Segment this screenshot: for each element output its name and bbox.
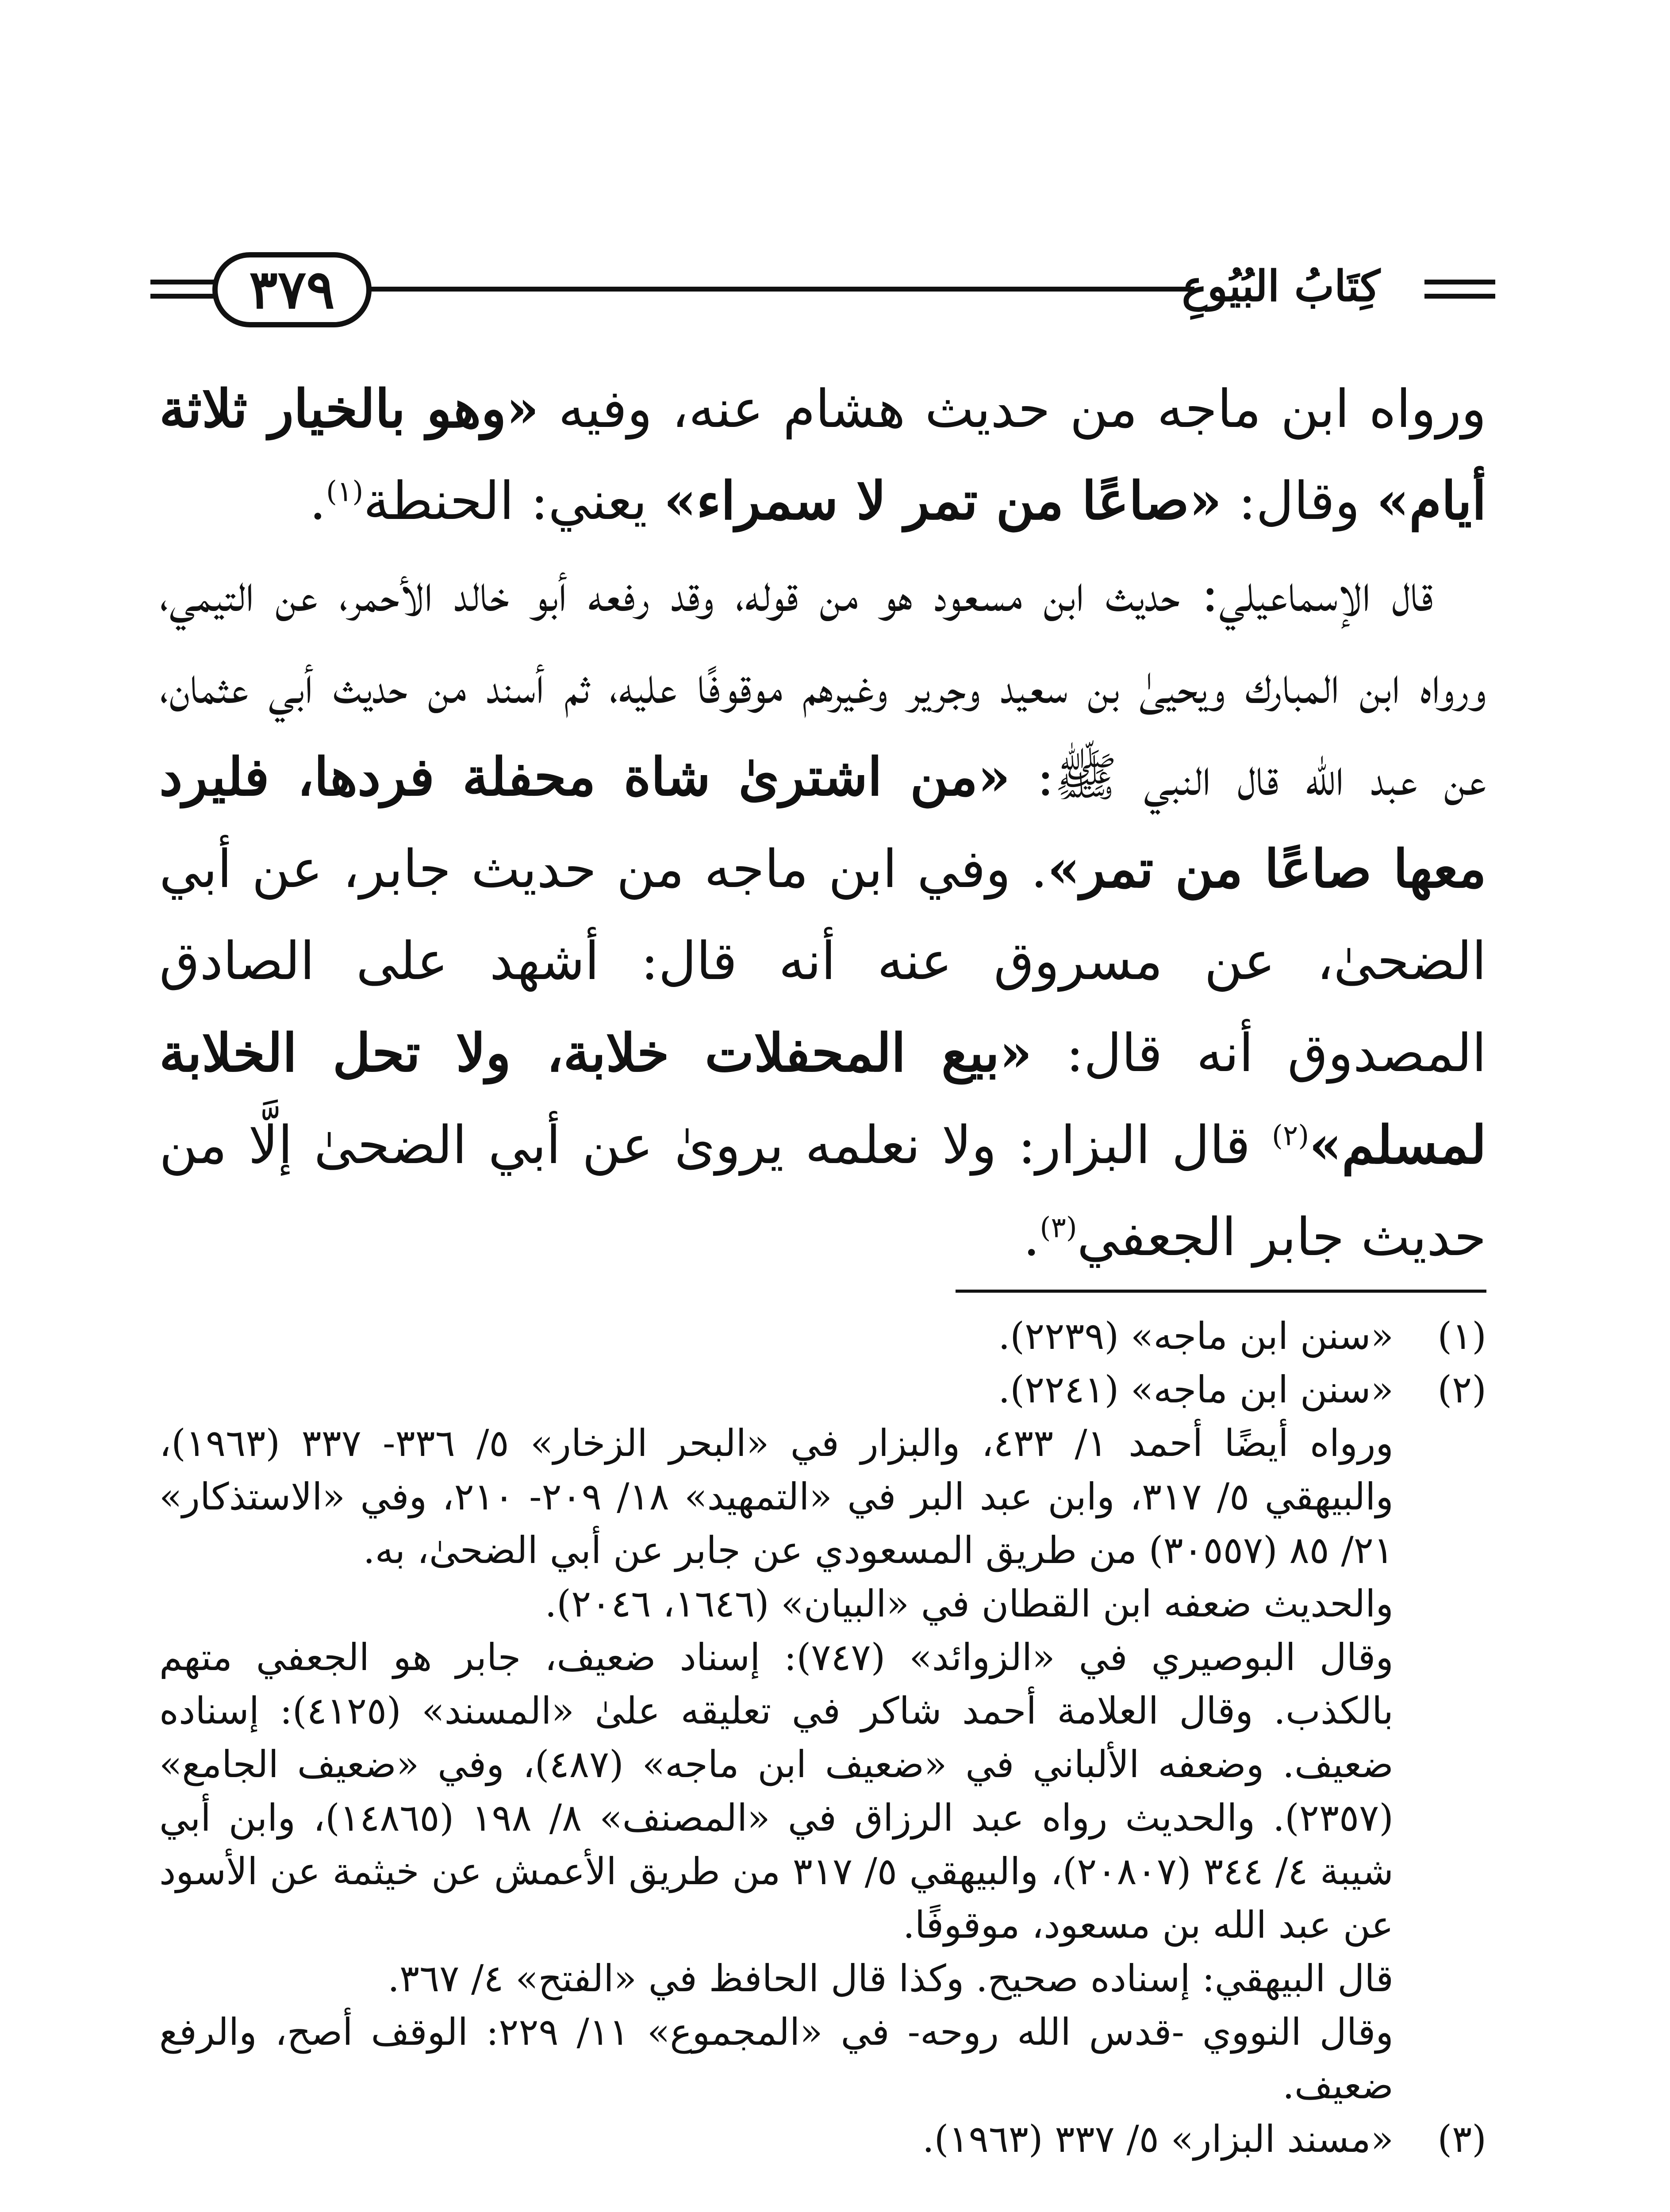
footnote-text: «سنن ابن ماجه» (٢٢٤١). xyxy=(998,1368,1394,1411)
footnote-number: (٢) xyxy=(1437,1368,1486,1411)
header-rule-right-2 xyxy=(1424,294,1495,299)
text-run: قال الإسماعيلي: حديث ابن مسعود هو من قوله، وقد رفعه أبو خالد الأحمر، عن التيمي، ورواه ابن المبارك ويحيىٰ بن سعيد وجرير وغيرهم موقوفًا عليه، ثم أسند من حديث أبي عثمان، عن عبد الله قال النبي ﷺ: xyxy=(159,562,1486,807)
header-rule-middle xyxy=(367,287,1194,292)
page-header xyxy=(150,248,1495,332)
text-run: قال البزار: ولا نعلمه يروىٰ عن أبي الضحىٰ إلَّا من حديث جابر الجعفي xyxy=(159,1114,1486,1267)
footnote-ref-2[interactable]: (٢) xyxy=(1271,1119,1309,1152)
main-text xyxy=(159,363,1486,1283)
text-run: يعني: الحنطة xyxy=(363,470,664,531)
header-rule-right xyxy=(1424,280,1495,284)
footnote-2-continuation: والحديث ضعفه ابن القطان في «البيان» (١٦٤٦، ٢٠٤٦). xyxy=(545,1582,1394,1625)
footnote-2-continuation: وقال البوصيري في «الزوائد» (٧٤٧): إسناد ضعيف، جابر هو الجعفي متهم بالكذب. وقال العلامة أحمد شاكر في تعليقه علىٰ «المسند» (٤١٢٥): إسناده ضعيف. وضعفه الألباني في «ضعيف ابن ماجه» (٤٨٧)، وفي «ضعيف الجامع» (٢٣٥٧). والحديث رواه عبد الرزاق في «المصنف» ٨/ ١٩٨ (١٤٨٦٥)، وابن أبي شيبة ٤/ ٣٤٤ (٢٠٨٠٧)، والبيهقي ٥/ ٣١٧ من طريق الأعمش عن خيثمة عن الأسود عن عبد الله بن مسعود، موقوفًا. xyxy=(159,1636,1394,1947)
page-number-badge xyxy=(212,252,372,327)
footnote-2 xyxy=(159,1363,1486,1417)
text-run: ورواه ابن ماجه من حديث هشام عنه، وفيه xyxy=(539,378,1486,439)
footnote-text: «سنن ابن ماجه» (٢٢٣٩). xyxy=(998,1314,1394,1358)
footnote-number: (٣) xyxy=(1437,2117,1486,2161)
footnote-separator xyxy=(956,1290,1486,1293)
footnote-2-continuation: ورواه أيضًا أحمد ١/ ٤٣٣، والبزار في «البحر الزخار» ٥/ ٣٣٦- ٣٣٧ (١٩٦٣)، والبيهقي ٥/ ٣١٧، وابن عبد البر في «التمهيد» ١٨/ ٢٠٩- ٢١٠، وفي «الاستذكار» ٢١/ ٨٥ (٣٠٥٥٧) من طريق المسعودي عن جابر عن أبي الضحىٰ، به. xyxy=(159,1421,1394,1572)
footnote-number: (١) xyxy=(1437,1314,1486,1358)
footnote-text: «مسند البزار» ٥/ ٣٣٧ (١٩٦٣). xyxy=(922,2117,1394,2161)
footnotes xyxy=(159,1310,1486,2166)
header-rule-left-2 xyxy=(150,294,221,299)
running-title: كِتَابُ البُيُوعِ xyxy=(1182,261,1380,311)
text-run: . xyxy=(1023,1206,1040,1267)
header-rule-left xyxy=(150,280,221,284)
hadith-quote: «وهو بالخيار ثلاثة أيام» xyxy=(159,378,1486,531)
footnote-3 xyxy=(159,2112,1486,2166)
text-run: . وفي ابن ماجه من حديث جابر، عن أبي الضحىٰ، عن مسروق عنه أنه قال: أشهد على الصادق المصدوق أنه قال: xyxy=(159,838,1486,1083)
paragraph-1 xyxy=(159,363,1486,547)
text-run: . xyxy=(309,470,326,531)
hadith-quote: «بيع المحفلات خلابة، ولا تحل الخلابة لمسلم» xyxy=(159,1022,1486,1175)
footnote-2-continuation: قال البيهقي: إسناده صحيح. وكذا قال الحافظ في «الفتح» ٤/ ٣٦٧. xyxy=(388,1957,1394,2000)
footnote-ref-1[interactable]: (١) xyxy=(326,475,364,508)
page-number: ٣٧٩ xyxy=(249,258,335,321)
hadith-quote: «صاعًا من تمر لا سمراء» xyxy=(664,470,1222,531)
hadith-quote: «من اشترىٰ شاة محفلة فردها، فليرد معها صاعًا من تمر» xyxy=(159,746,1486,899)
footnote-1 xyxy=(159,1310,1486,1363)
footnote-2-continuation: وقال النووي -قدس الله روحه- في «المجموع» ١١/ ٢٢٩: الوقف أصح، والرفع ضعيف. xyxy=(159,2010,1394,2107)
paragraph-2 xyxy=(159,547,1486,1283)
text-run: وقال: xyxy=(1221,470,1377,531)
footnote-ref-3[interactable]: (٣) xyxy=(1040,1211,1077,1244)
